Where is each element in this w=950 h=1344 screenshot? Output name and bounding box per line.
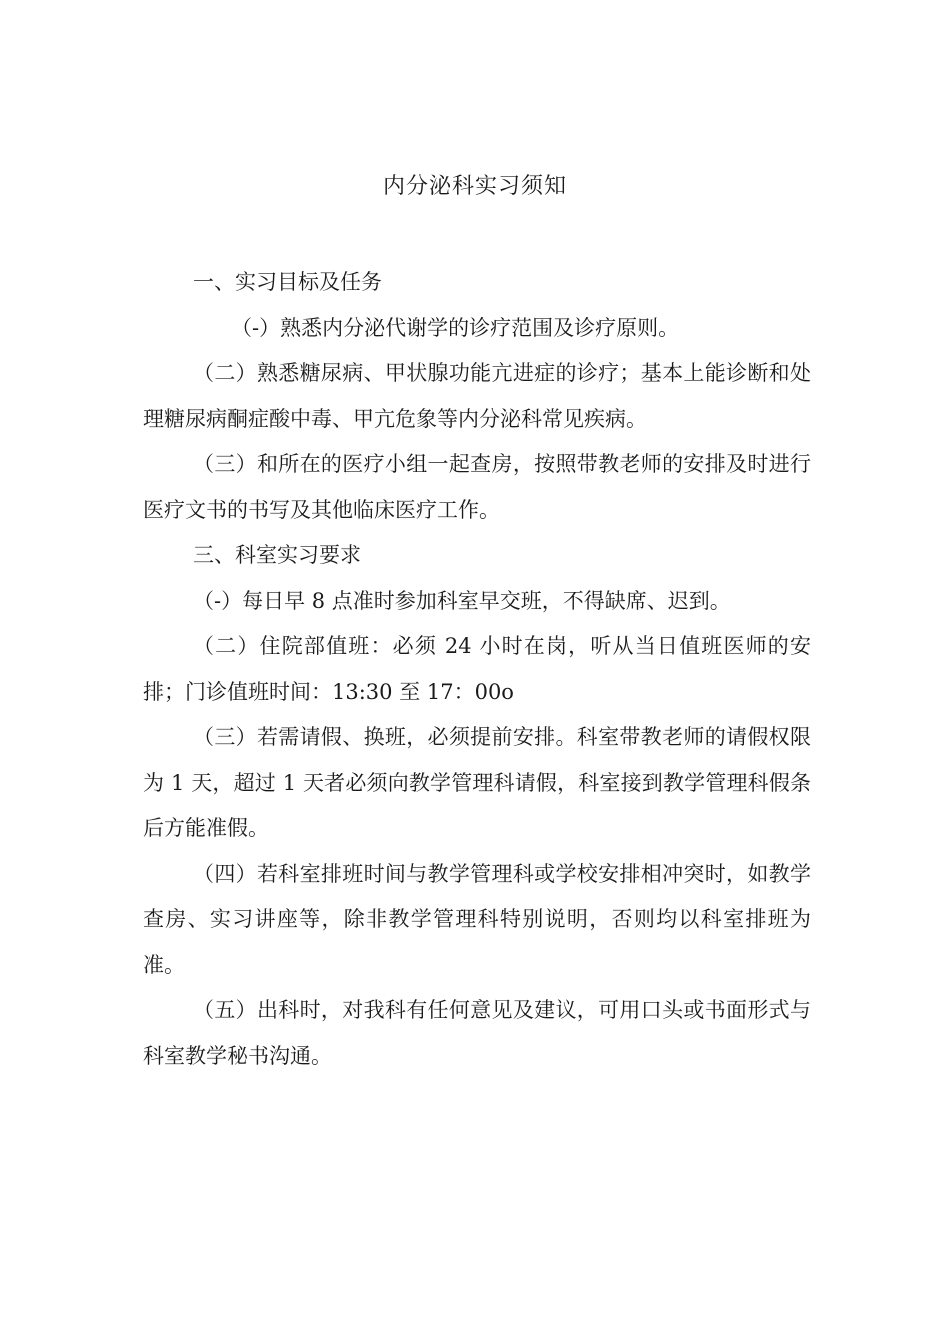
document-title: 内分泌科实习须知 — [382, 174, 567, 199]
paragraph-requirement-3: （三）若需请假、换班，必须提前安排。科室带教老师的请假权限为 1 天，超过 1 天者必须向教学管理科请假，科室接到教学管理科假条后方能准假。 — [143, 725, 811, 840]
paragraph-goal-1: （-）熟悉内分泌代谢学的诊疗范围及诊疗原则。 — [231, 315, 680, 340]
paragraph-requirement-4: （四）若科室排班时间与教学管理科或学校安排相冲突时，如教学查房、实习讲座等，除非教学管理科特别说明，否则均以科室排班为准。 — [143, 861, 811, 977]
paragraph-goal-2: （二）熟悉糖尿病、甲状腺功能亢进症的诊疗；基本上能诊断和处理糖尿病酮症酸中毒、甲亢危象等内分泌科常见疾病。 — [143, 361, 811, 431]
paragraph-requirement-1: （-）每日早 8 点准时参加科室早交班，不得缺席、迟到。 — [193, 588, 731, 613]
section-heading-requirements: 三、科室实习要求 — [193, 543, 361, 567]
paragraph-requirement-2: （二）住院部值班：必须 24 小时在岗，听从当日值班医师的安排；门诊值班时间：13:30 至 17：00o — [143, 634, 811, 704]
paragraph-requirement-5: （五）出科时，对我科有任何意见及建议，可用口头或书面形式与科室教学秘书沟通。 — [143, 998, 811, 1068]
section-heading-goals: 一、实习目标及任务 — [193, 270, 382, 294]
paragraph-goal-3: （三）和所在的医疗小组一起查房，按照带教老师的安排及时进行医疗文书的书写及其他临床医疗工作。 — [143, 452, 811, 522]
document-body — [143, 260, 811, 1079]
